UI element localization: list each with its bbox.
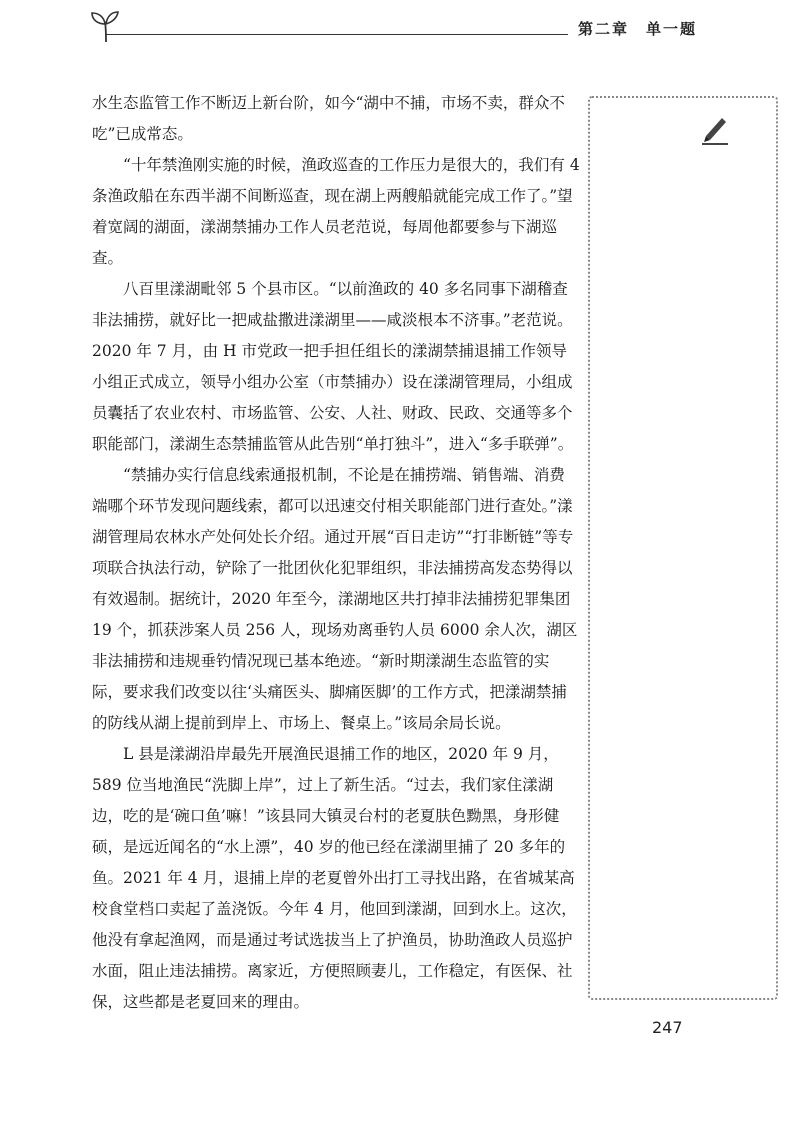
paragraph: 八百里漾湖毗邻 5 个县市区。“以前渔政的 40 多名同事下湖稽查非法捕捞，就好比一把咸盐撒进漾湖里——咸淡根本不济事。”老范说。2020 年 7 月，由 H 市党政一把手担任组长的漾湖禁捕退捕工作领导小组正式成立，领导小组办公室（市禁捕办）设在漾湖管理局，小组成员囊括了农业农村、市场监管、公安、人社、财政、民政、交通等多个职能部门，漾湖生态禁捕监管从此告别“单打独斗”，进入“多手联弹”。 <box>92 280 574 453</box>
page-header <box>0 0 800 60</box>
pencil-icon <box>700 112 730 146</box>
paragraph: 水生态监管工作不断迈上新台阶，如今“湖中不捕，市场不卖，群众不吃”已成常态。 <box>92 94 565 143</box>
paragraph: “禁捕办实行信息线索通报机制，不论是在捕捞端、销售端、消费端哪个环节发现问题线索，都可以迅速交付相关职能部门进行查处。”漾湖管理局农林水产处何处长介绍。通过开展“百日走访”“打非断链”等专项联合执法行动，铲除了一批团伙化犯罪组织，非法捕捞高发态势得以有效遏制。据统计，2020 年至今，漾湖地区共打掉非法捕捞犯罪集团 19 个，抓获涉案人员 256 人，现场劝离垂钓人员 6000 余人次，湖区非法捕捞和违规垂钓情况现已基本绝迹。“新时期漾湖生态监管的实际，要求我们改变以往‘头痛医头、脚痛医脚’的工作方式，把漾湖禁捕的防线从湖上提前到岸上、市场上、餐桌上。”该局余局长说。 <box>92 466 578 732</box>
page-number: 247 <box>652 1018 683 1037</box>
header-rule <box>106 34 568 35</box>
notes-margin-box <box>588 96 778 1000</box>
article-body <box>92 88 580 1018</box>
paragraph: “十年禁渔刚实施的时候，渔政巡查的工作压力是很大的，我们有 4 条渔政船在东西半湖不间断巡查，现在湖上两艘船就能完成工作了。”望着宽阔的湖面，漾湖禁捕办工作人员老范说，每周他都要参与下湖巡查。 <box>92 156 580 267</box>
chapter-title: 第二章 单一题 <box>578 20 698 38</box>
sprout-icon <box>86 8 126 44</box>
paragraph: L 县是漾湖沿岸最先开展渔民退捕工作的地区，2020 年 9 月，589 位当地渔民“洗脚上岸”，过上了新生活。“过去，我们家住漾湖边，吃的是‘碗口鱼’嘛！”该县同大镇灵台村的老夏肤色黝黑，身形健硕，是远近闻名的“水上漂”，40 岁的他已经在漾湖里捕了 20 多年的鱼。2021 年 4 月，退捕上岸的老夏曾外出打工寻找出路，在省城某高校食堂档口卖起了盖浇饭。今年 4 月，他回到漾湖，回到水上。这次，他没有拿起渔网，而是通过考试选拔当上了护渔员，协助渔政人员巡护水面，阻止违法捕捞。离家近，方便照顾妻儿，工作稳定，有医保、社保，这些都是老夏回来的理由。 <box>92 745 577 1011</box>
